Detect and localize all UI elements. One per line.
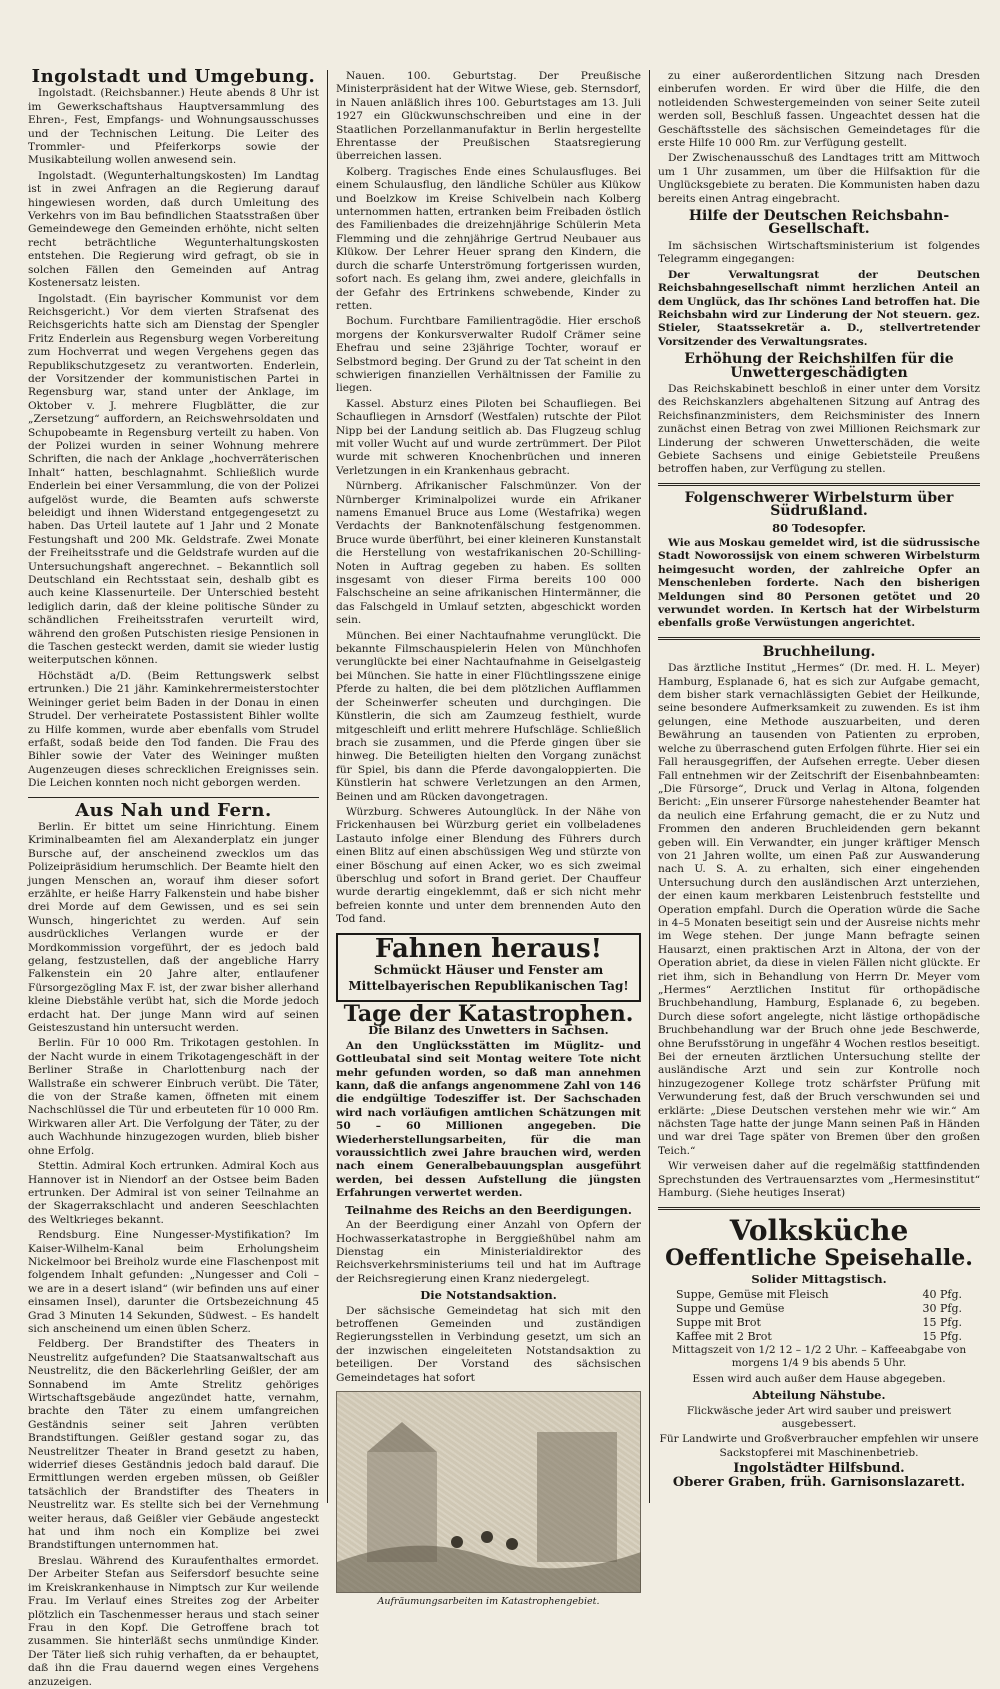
- disaster-subtitle: Die Bilanz des Unwetters in Sachsen.: [368, 1023, 609, 1038]
- article-berlin-execution: Berlin. Er bittet um seine Hinrichtung. Einem Kriminalbeamten fiel am Alexanderplatz ein junger Bursche auf, der anscheinend zwecklos um das Polizeipräsidium herumschlich. Der Beamte hielt den jungen Menschen an, worauf ihm dieser sofort erzählte, er heiße Harry Falkenstein und habe bisher drei Morde auf dem Gewissen, und es sei sein Wunsch, hingerichtet zu werden. Auf sein ausdrückliches Verlangen wurde er der Mordkommission vorgeführt, der es jedoch bald gelang, festzustellen, daß der angebliche Harry Falkenstein ein 20 Jahre alter, entlaufener Fürsorgezögling Max F. ist, der zwar bisher allerhand kleine Diebstähle verübt hat, sich die Morde jedoch erdacht hat. Der junge Mann wird auf seinen Geisteszustand hin untersucht werden.: [28, 820, 319, 1035]
- menu-list: [658, 1288, 980, 1344]
- ad-title-volkskueche: Volksküche: [729, 1213, 909, 1247]
- disaster-illustration: [336, 1391, 641, 1593]
- article-aid-increase: Das Reichskabinett beschloß in einer unter dem Vorsitz des Reichskanzlers abgehaltenen Sitzung auf Antrag des Reichsfinanzministers, dem Reichsminister des Innern zunächst einen Betrag von zwei Millionen Reichsmark zur Linderung der schweren Unwetterschäden, die weite Gebiete Sachsens und einige Gebietsteile Preußens betroffen haben, zur Verfügung zu stellen.: [658, 382, 980, 476]
- article-breslau: Breslau. Während des Kuraufenthaltes ermordet. Der Arbeiter Stefan aus Seifersdorf besuchte seine im Kreiskrankenhause in Nimptsch zur Kur weilende Frau. Im Verlauf eines Streites zog der Arbeiter plötzlich ein Taschenmesser heraus und stach seiner Frau in den Kopf. Die Getroffene brach tot zusammen. Sie hinterläßt sechs unmündige Kinder. Der Täter ließ sich ruhig verhaften, da er behauptet, daß ihn die Frau dauernd wegen eines Vergehens anzuzeigen.: [28, 1554, 319, 1688]
- ad-takeaway: Essen wird auch außer dem Hause abgegeben.: [692, 1372, 946, 1385]
- article-wuerzburg: Würzburg. Schweres Autounglück. In der Nähe von Frickenhausen bei Würzburg geriet ein vollbeladenes Lastauto infolge einer Blendung des Führers durch einen Blitz auf einen abschüssigen Weg und stürzte von einer Böschung auf einen Acker, wo es sich zweimal überschlug und sofort in Brand geriet. Der Chauffeur wurde derartig eingeklemmt, daß er sich nicht mehr befreien konnte und unter dem brennenden Auto den Tod fand.: [336, 805, 641, 926]
- emergency-title: Die Notstandsaktion.: [420, 1288, 557, 1303]
- menu-price: 30 Pfg.: [922, 1301, 962, 1315]
- article-berlin-theft: Berlin. Für 10 000 Rm. Trikotagen gestohlen. In der Nacht wurde in einem Trikotagengeschäft in der Berliner Straße in Charlottenburg nach der Wallstraße ein schwerer Einbruch verübt. Die Täter, die von der Straße kamen, öffneten mit einem Nachschlüssel die Tür und erbeuteten für 10 000 Rm. Wirkwaren aller Art. Die Verfolgung der Täter, zu der auch Wachhunde hinzugezogen wurden, blieb bisher ohne Erfolg.: [28, 1037, 319, 1157]
- article-kassel: Kassel. Absturz eines Piloten bei Schaufliegen. Bei Schaufliegen in Arnsdorf (Westfalen) rutschte der Pilot Nipp bei der Landung seitlich ab. Das Flugzeug schlug mit voller Wucht auf und wurde zertrümmert. Der Pilot wurde mit schweren Knochenbrüchen und inneren Verletzungen in ein Krankenhaus gebracht.: [336, 397, 641, 477]
- ad-hours: Mittagszeit von 1/2 12 – 1/2 2 Uhr. – Kaffeeabgabe von morgens 1/4 9 bis abends 5 Uhr.: [671, 1343, 967, 1370]
- storm-subtitle: 80 Todesopfer.: [772, 520, 866, 535]
- article-nauen: Nauen. 100. Geburtstag. Der Preußische Ministerpräsident hat der Witwe Wiese, geb. Sternsdorf, in Nauen anläßlich ihres 100. Geburtstages am 13. Juli 1927 ein Glückwunschschreiben und eine in der Staatlichen Porzellanmanufaktur in Berlin hergestellte Ehrentasse der Preußischen Staatsregierung überreichen lassen.: [336, 70, 641, 163]
- article-kolberg: Kolberg. Tragisches Ende eines Schulausfluges. Bei einem Schulausflug, den ländliche Schüler aus Klükow und Boelzkow im Kreise Schivelbein nach Kolberg unternommen hatten, ertranken beim Freibaden östlich des Familienbades die dreizehnjährige Schülerin Meta Flemming und die zehnjährige Gertrud Neubauer aus Klükow. Der Lehrer Heuer sprang den Kindern, die durch die scharfe Unterströmung fortgerissen wurden, sofort nach. Es gelang ihm, zwei andere, gleichfalls in der Gefahr des Ertrinkens schwebende, Kinder zu retten.: [336, 165, 641, 312]
- article-landtag: Der Zwischenausschuß des Landtages tritt am Mittwoch um 1 Uhr zusammen, um über die Hilfsaktion für die Unglücksgebiete zu beraten. Die Kommunisten haben dazu bereits einen Antrag eingebracht.: [658, 152, 980, 205]
- section-title-near-far: Aus Nah und Fern.: [75, 799, 272, 821]
- sewing-text: Flickwäsche jeder Art wird sauber und preiswert ausgebessert.: [686, 1404, 952, 1430]
- menu-price: 40 Pfg.: [922, 1287, 962, 1301]
- menu-item: Kaffee mit 2 Brot: [676, 1329, 772, 1343]
- article-communist-trial: Ingolstadt. (Ein bayrischer Kommunist vor dem Reichsgericht.) Vor dem vierten Strafsenat des Reichsgerichts hatte sich am Dienstag der Spengler Fritz Enderlein aus Regensburg wegen Vorbereitung zum Hochverrat und wegen Vergehens gegen das Republikschutzgesetz zu verantworten. Enderlein, der Vorsitzender der kommunistischen Partei in Regensburg war, stand unter der Anklage, im Oktober v. J. mehrere Flugblätter, die zur „Zersetzung“ auffordern, an Reichswehrsoldaten und Schupobeamte in Regensburg verteilt zu haben. Von der Polizei wurden in seiner Wohnung mehrere Schriften, die nach der Anklage „hochverräterischen Inhalt“ hatten, beschlagnahmt. Schließlich wurde Enderlein bei einer Versammlung, die von der Polizei aufgelöst wurde, die Beamten aufs schwerste beleidigt und ihnen Widerstand entgegengesetzt zu haben. Das Urteil lautete auf 1 Jahr und 2 Monate Festungshaft und 200 Mk. Geldstrafe. Zwei Monate der Freiheitsstrafe und die Geldstrafe wurden auf die Untersuchungshaft angerechnet. – Bekanntlich soll Deutschland ein Rechtsstaat sein, deshalb gibt es auch keine Klassenurteile. Der Unterschied besteht lediglich darin, daß der kleine politische Sünder zu schändlichen Freiheitsstrafen verurteilt wird, während den großen Putschisten riesige Pensionen in die Taschen gesteckt werden, damit sie wieder lustig weiterputschen können.: [28, 292, 319, 667]
- article-funeral: An der Beerdigung einer Anzahl von Opfern der Hochwasserkatastrophe in Berggießhübel nahm am Dienstag ein Ministerialdirektor des Reichsverkehrsministeriums teil und hat im Auftrage der Reichsregierung einen Kranz niedergelegt.: [336, 1219, 641, 1285]
- aid-increase-title: Erhöhung der Reichshilfen für die Unwettergeschädigten: [684, 351, 954, 381]
- article-nuernberg: Nürnberg. Afrikanischer Falschmünzer. Von der Nürnberger Kriminalpolizei wurde ein Afrikaner namens Emanuel Bruce aus Lome (Westafrika) wegen Verdachts der Banknotenfälschung festgenommen. Bruce wurde überführt, bei einer kleineren Kunstanstalt die Herstellung von westafrikanischen 20-Schilling-Noten in Auftrag gegeben zu haben. Es sollten insgesamt von dieser Firma bereits 100 000 Falschscheine an seine afrikanischen Hintermänner, die das Falschgeld in Umlauf setzten, abgeschickt worden sein.: [336, 480, 641, 627]
- column-left: [28, 66, 328, 1688]
- org-name: Ingolstädter Hilfsbund.: [733, 1461, 905, 1477]
- flag-notice-box: [336, 933, 641, 1002]
- hernia-title: Bruchheilung.: [762, 643, 876, 660]
- article-rendsburg: Rendsburg. Eine Nungesser-Mystifikation? Im Kaiser-Wilhelm-Kanal beim Erholungsheim Nickelmoor bei Breiholz wurde eine Flaschenpost mit folgendem Inhalt gefunden: „Nungesser and Coli – we are in a desert island“ (wir befinden uns auf einer einsamen Insel), darunter die Ortsbezeichnung 45 Grad 3 Minuten 14 Sekunden, Südwest. – Es handelt sich anscheinend um einen üblen Scherz.: [28, 1229, 319, 1335]
- ad-subtitle: Solider Mittagstisch.: [751, 1271, 887, 1286]
- menu-item: Suppe mit Brot: [676, 1315, 761, 1329]
- farmers-text: Für Landwirte und Großverbraucher empfehlen wir unsere Sackstopferei mit Maschinenbetrieb.: [659, 1433, 979, 1459]
- menu-row: [658, 1288, 980, 1302]
- flag-notice-subtitle: Schmückt Häuser und Fenster am Mittelbayerischen Republikanischen Tag!: [348, 963, 629, 993]
- menu-row: [658, 1316, 980, 1330]
- divider: [658, 483, 980, 486]
- funeral-title: Teilnahme des Reichs an den Beerdigungen.: [345, 1202, 632, 1217]
- divider: [28, 797, 319, 798]
- storm-title: Folgenschwerer Wirbelsturm über Südrußland.: [684, 489, 954, 520]
- menu-price: 15 Pfg.: [922, 1329, 962, 1343]
- article-road-costs: Ingolstadt. (Wegunterhaltungskosten) Im Landtag ist in zwei Anfragen an die Regierung darauf hingewiesen worden, daß durch Umleitung des Verkehrs von im Bau befindlichen Staatsstraßen über Gemeindewege den Gemeinden erhöhte, nicht selten recht beträchtliche Wegunterhaltungskosten entstehen. Die Regierung wird gefragt, ob sie in solchen Fällen den Gemeinden auf Antrag Kostenersatz leisten.: [28, 169, 319, 290]
- menu-item: Suppe, Gemüse mit Fleisch: [676, 1287, 829, 1301]
- divider: [658, 1207, 980, 1210]
- ruins-drawing: [337, 1392, 641, 1592]
- rail-aid-title: Hilfe der Deutschen Reichsbahn-Gesellschaft.: [688, 208, 950, 238]
- divider: [658, 637, 980, 640]
- article-hernia: Das ärztliche Institut „Hermes“ (Dr. med. H. L. Meyer) Hamburg, Esplanade 6, hat es sich zur Aufgabe gemacht, dem bisher stark vernachlässigten Gebiet der Heilkunde, seine besondere Aufmerksamkeit zu zuwenden. Es ist ihm gelungen, eine Methode auszuarbeiten, und deren Bewährung an tausenden von Patienten zu erproben, welche zu überraschend guten Erfolgen führte. Hier sei ein Fall herausgegriffen, der Aufsehen erregte. Ueber diesen Fall entnehmen wir der Zeitschrift der Eisenbahnbeamten: „Die Fürsorge“, Druck und Verlag in Altona, folgenden Bericht: „Ein unserer Fürsorge nahestehender Beamter hat da neulich eine Erfahrung gemacht, die er zu Nutz und Frommen den anderen Bruchleidenden gern bekannt geben will. Ein Verwandter, ein junger kräftiger Mensch von 21 Jahren wollte, um einen Paß zur Auswanderung nach U. S. A. zu erhalten, sich einer eingehenden Untersuchung durch den ausländischen Arzt unterziehen, der einen kaum merkbaren Leistenbruch feststellte und Operation empfahl. Durch die Operation würde die Sache in 4–5 Monaten beseitigt sein und der Ausreise nichts mehr im Wege stehen. Der junge Mann befragte seinen Hausarzt, einen praktischen Arzt in Altona, der von der Operation abriet, da diese in vielen Fällen nicht glückte. Er riet ihm, sich in Behandlung von Herrn Dr. Meyer vom „Hermes“ Aerztlichen Institut für orthopädische Bruchbehandlung, Hamburg, Esplanade 6, zu begeben. Durch diese sofort angelegte, nicht lästige orthopädische Bruchbehandlung war der Bruch ohne jede Beschwerde, ohne Berufsstörung in ungefähr 4 Wochen restlos beseitigt. Bei der erneuten ärztlichen Untersuchung stellte der ausländische Arzt und sein zur Kontrolle noch hinzugezogener Kollege trotz schärfster Prüfung mit Verwunderung fest, daß der Bruch verschwunden sei und erklärte: „Diese Deutschen verstehen mehr wie wir.“ Am nächsten Tage hatte der junge Mann seinen Paß in Händen und war drei Tage später von Bremen über den großen Teich.“: [658, 662, 980, 1157]
- ad-title-speisehalle: Oeffentliche Speisehalle.: [665, 1244, 973, 1271]
- menu-price: 15 Pfg.: [922, 1315, 962, 1329]
- article-storm: Wie aus Moskau gemeldet wird, ist die südrussische Stadt Noworossijsk von einem schweren Wirbelsturm heimgesucht worden, der zahlreiche Opfer an Menschenleben forderte. Nach den bisherigen Meldungen sind 80 Personen getötet und 20 verwundet worden. In Kertsch hat der Wirbelsturm ebenfalls große Verwüstungen angerichtet.: [658, 537, 980, 630]
- article-hoechstaedt: Höchstädt a/D. (Beim Rettungswerk selbst ertrunken.) Die 21 jähr. Kaminkehrermeisterstochter Weininger geriet beim Baden in der Donau in einen Strudel. Der verheiratete Postassistent Bihler wollte zu Hilfe kommen, wurde aber ebenfalls vom Strudel erfaßt, sodaß beide den Tod fanden. Die Frau des Bihler sowie der Vater des Weininger mußten Augenzeugen dieses schrecklichen Ereignisses sein. Die Leichen konnten noch nicht geborgen werden.: [28, 669, 319, 790]
- article-reichsbanner: Ingolstadt. (Reichsbanner.) Heute abends 8 Uhr ist im Gewerkschaftshaus Hauptversammlung des Ehren-, Fest, Empfangs- und Wohnungsausschusses und der Technischen Leitung. Die Leiter des Trommler- und Pfeiferkorps sowie der Musikabteilung wollen anwesend sein.: [28, 87, 319, 167]
- article-emergency: Der sächsische Gemeindetag hat sich mit den betroffenen Gemeinden und zuständigen Regierungsstellen in Verbindung gesetzt, um sich an der inzwischen eingeleiteten Notstandsaktion zu beteiligen. Der Vorstand des sächsischen Gemeindetages hat sofort: [336, 1304, 641, 1384]
- flag-notice-title: Fahnen heraus!: [374, 933, 603, 964]
- column-right: [650, 70, 980, 1503]
- disaster-title: Tage der Katastrophen.: [343, 1001, 634, 1027]
- sewing-title: Abteilung Nähstube.: [752, 1388, 886, 1403]
- menu-row: [658, 1302, 980, 1316]
- article-gemeindetag: zu einer außerordentlichen Sitzung nach Dresden einberufen worden. Er wird über die Hilfe, die den notleidenden Schwestergemeinden von seiner Seite zuteil werden soll, Beschluß fassen. Ungeachtet dessen hat die Geschäftsstelle des sächsischen Gemeindetages für die erste Hilfe 10 000 Rm. zur Verfügung gestellt.: [658, 70, 980, 150]
- illustration-caption: Aufräumungsarbeiten im Katastrophengebiet.: [377, 1595, 600, 1607]
- article-bochum: Bochum. Furchtbare Familientragödie. Hier erschoß morgens der Konkursverwalter Rudolf Crämer seine Ehefrau und seine 23jährige Tochter, worauf er Selbstmord beging. Der Grund zu der Tat scheint in den schwierigen finanziellen Verhältnissen der Familie zu liegen.: [336, 315, 641, 395]
- org-address: Oberer Graben, früh. Garnisonslazarett.: [672, 1474, 966, 1490]
- article-feldberg: Feldberg. Der Brandstifter des Theaters in Neustrelitz aufgefunden? Die Staatsanwaltschaft aus Neustrelitz, die den Bäckerlehrling Geißler, der am Sonnabend im Amte Strelitz gehöriges Wirtschaftsgebäude angezündet hatte, vernahm, brachte den Täter zu einem umfangreichen Geständnis seiner seit Jahren verübten Brandstiftungen. Geißler gestand sogar zu, das Neustrelitzer Theater in Brand gesetzt zu haben, widerrief dieses Geständnis jedoch bald darauf. Die Ermittlungen werden ergeben müssen, ob Geißler tatsächlich der Brandstifter des Theaters in Neustrelitz war. Es stellte sich bei der Vernehmung weiter heraus, daß Geißler vier Gebäude angesteckt hat und ihm noch ein Komplize bei zwei Brandstiftungen unternommen hat.: [28, 1338, 319, 1552]
- article-disaster-toll: An den Unglücksstätten im Müglitz- und Gottleubatal sind seit Montag weitere Tote nicht mehr gefunden worden, so daß man annehmen kann, daß die anfangs angenommene Zahl von 146 die endgültige Todesziffer ist. Der Sachschaden wird nach vorläufigen amtlichen Schätzungen mit 50 – 60 Millionen angegeben. Die Wiederherstellungsarbeiten, für die man voraussichtlich zwei Jahre brauchen wird, werden nach einem Generalbebauungsplan ausgeführt werden, bei dessen Aufstellung die jüngsten Erfahrungen verwertet werden.: [336, 1039, 641, 1200]
- menu-row: [658, 1330, 980, 1344]
- column-middle: [328, 70, 650, 1607]
- section-title-local: Ingolstadt und Umgebung.: [31, 66, 316, 87]
- article-stettin-admiral: Stettin. Admiral Koch ertrunken. Admiral Koch aus Hannover ist in Niendorf an der Ostsee beim Baden ertrunken. Der Admiral ist von seiner Teilnahme an der Skagerrakschlacht und anderen Seeschlachten des Weltkrieges bekannt.: [28, 1160, 319, 1226]
- article-muenchen: München. Bei einer Nachtaufnahme verunglückt. Die bekannte Filmschauspielerin Helen von Münchhofen verunglückte bei einer Nachtaufnahme in Geiselgasteig bei München. Sie hatte in einer Flüchtlingsszene einige Pferde zu halten, die bei dem plötzlichen Aufflammen der Scheinwerfer scheuten und durchgingen. Die Künstlerin, die sich am Zaumzeug festhielt, wurde mitgeschleift und erlitt mehrere Hufschläge. Schließlich brach sie zusammen, und die Pferde gingen über sie hinweg. Die Beteiligten hielten den Vorgang zunächst für Spiel, bis dann die Pferde davongaloppierten. Die Künstlerin hat schwere Verletzungen an den Armen, Beinen und am Rücken davongetragen.: [336, 629, 641, 803]
- article-hernia-note: Wir verweisen daher auf die regelmäßig stattfindenden Sprechstunden des Vertrauensarztes vom „Hermesinstitut“ Hamburg. (Siehe heutiges Inserat): [658, 1160, 980, 1200]
- article-rail-intro: Im sächsischen Wirtschaftsministerium ist folgendes Telegramm eingegangen:: [658, 239, 980, 266]
- article-rail-telegram: Der Verwaltungsrat der Deutschen Reichsbahngesellschaft nimmt herzlichen Anteil an dem Unglück, das Ihr schönes Land betroffen hat. Die Reichsbahn wird zur Linderung der Not steuern. gez. Stieler, Staatssekretär a. D., stellvertretender Vorsitzender des Verwaltungsrates.: [658, 268, 980, 348]
- menu-item: Suppe und Gemüse: [676, 1301, 785, 1315]
